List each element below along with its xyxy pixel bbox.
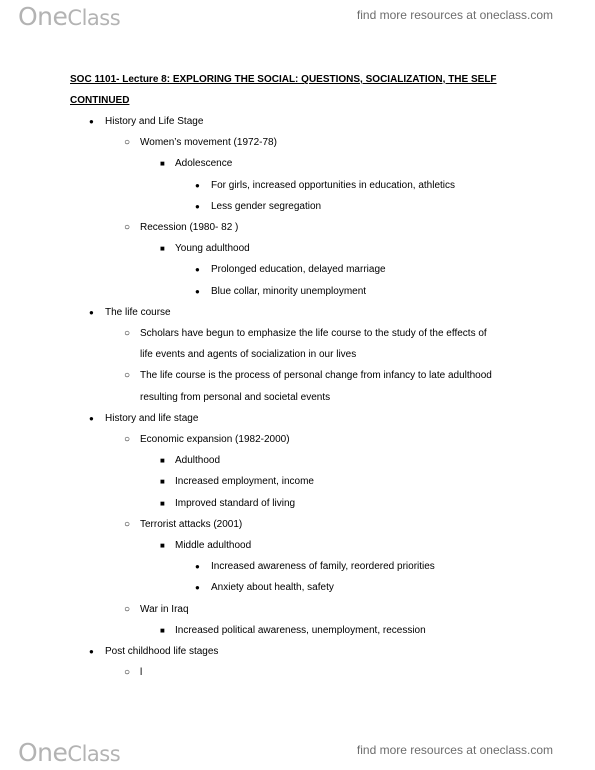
bullet-icon <box>89 645 94 658</box>
outline-item: The life course <box>105 306 171 318</box>
outline-item: Post childhood life stages <box>105 646 219 657</box>
outline-item: Increased employment, income <box>175 476 314 488</box>
bullet-icon <box>124 666 130 679</box>
find-more-link[interactable]: find more resources at oneclass.com <box>356 8 553 22</box>
outline-item: History and Life Stage <box>105 116 204 127</box>
outline-item: Recession (1980- 82 ) <box>140 222 239 233</box>
outline-item: Increased political awareness, unemployment, recession <box>175 624 426 636</box>
bullet-icon <box>89 412 94 425</box>
outline-item: Women’s movement (1972-78) <box>140 137 277 149</box>
document-title-continued: CONTINUED <box>70 95 130 106</box>
bullet-icon <box>124 327 130 340</box>
outline-item: l <box>140 667 143 679</box>
bullet-icon <box>124 518 130 531</box>
find-more-link-footer[interactable]: find more resources at oneclass.com <box>356 743 553 757</box>
bullet-icon <box>160 157 165 170</box>
bullet-icon <box>195 200 200 213</box>
outline-item: Less gender segregation <box>211 200 322 212</box>
outline-item: The life course is the process of personal change from infancy to late adulthood <box>140 370 492 382</box>
bullet-icon <box>195 581 200 594</box>
bullet-icon <box>124 603 130 616</box>
bullet-icon <box>195 179 200 192</box>
outline-item: Anxiety about health, safety <box>211 582 334 594</box>
bullet-icon <box>195 263 200 276</box>
outline-item: Young adulthood <box>175 243 250 255</box>
outline-item: Prolonged education, delayed marriage <box>211 264 386 276</box>
outline-item: Adolescence <box>175 158 233 170</box>
outline-item: resulting from personal and societal events <box>140 391 331 403</box>
bullet-icon <box>124 221 130 234</box>
bullet-icon <box>160 497 165 510</box>
bullet-icon <box>160 624 165 637</box>
outline-item: Improved standard of living <box>175 497 296 509</box>
outline-item: History and life stage <box>105 412 199 424</box>
outline-item: War in Iraq <box>140 603 189 615</box>
bullet-icon <box>160 475 165 488</box>
bullet-icon <box>195 560 200 573</box>
bullet-icon <box>89 306 94 319</box>
bullet-icon <box>160 454 165 467</box>
bullet-icon <box>160 242 165 255</box>
outline-item: Middle adulthood <box>175 540 252 551</box>
bullet-icon <box>124 136 130 149</box>
outline-item: Terrorist attacks (2001) <box>140 518 243 530</box>
bullet-icon <box>195 285 200 298</box>
oneclass-logo-footer[interactable]: OneClass <box>18 738 121 767</box>
outline-item: Increased awareness of family, reordered priorities <box>211 561 435 573</box>
bullet-icon <box>89 115 94 128</box>
outline-item: life events and agents of socialization in our lives <box>140 349 357 361</box>
bullet-icon <box>124 369 130 382</box>
outline-item: Adulthood <box>175 455 221 467</box>
bullet-icon <box>160 539 165 552</box>
outline-item: Economic expansion (1982-2000) <box>140 434 290 445</box>
document-title: SOC 1101- Lecture 8: EXPLORING THE SOCIAL: QUESTIONS, SOCIALIZATION, THE SELF <box>70 74 497 85</box>
outline-item: Blue collar, minority unemployment <box>211 285 367 297</box>
oneclass-logo[interactable]: OneClass <box>18 2 121 31</box>
outline-item: For girls, increased opportunities in education, athletics <box>211 179 456 191</box>
bullet-icon <box>124 433 130 446</box>
outline-item: Scholars have begun to emphasize the life course to the study of the effects of <box>140 328 487 339</box>
